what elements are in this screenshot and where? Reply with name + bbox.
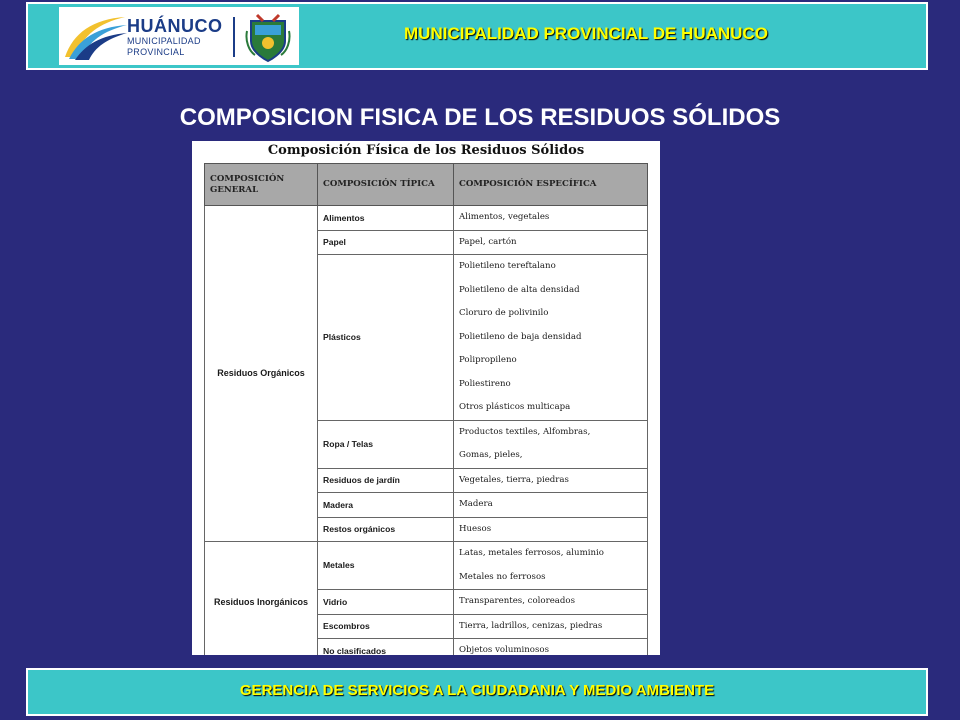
header-bar xyxy=(26,2,928,70)
specific-composition-cell xyxy=(454,542,648,590)
specific-item: Madera xyxy=(459,499,493,509)
specific-item: Polietileno de alta densidad xyxy=(459,284,580,295)
typical-composition-cell: Ropa / Telas xyxy=(318,420,454,468)
specific-item: Polietileno tereftalano xyxy=(459,261,556,271)
footer-bar xyxy=(26,668,928,716)
header-title: MUNICIPALIDAD PROVINCIAL DE HUANUCO xyxy=(404,24,768,43)
table-row xyxy=(205,542,648,590)
specific-item: Otros plásticos multicapa xyxy=(459,402,571,412)
specific-composition-cell xyxy=(454,468,648,493)
logo-text xyxy=(127,17,223,57)
specific-composition-cell xyxy=(454,230,648,255)
typical-composition-cell: Vidrio xyxy=(318,590,454,615)
typical-composition-cell: Papel xyxy=(318,230,454,255)
specific-item: Productos textiles, Alfombras, xyxy=(459,426,591,437)
table-row xyxy=(205,206,648,231)
header-typical: COMPOSICIÓN TÍPICA xyxy=(318,164,454,206)
specific-item: Gomas, pieles, xyxy=(459,450,523,460)
specific-composition-cell xyxy=(454,206,648,231)
specific-item: Tierra, ladrillos, cenizas, piedras xyxy=(459,620,603,631)
specific-item: Objetos voluminosos xyxy=(459,645,549,655)
specific-item: Polietileno de baja densidad xyxy=(459,331,582,342)
logo-line2: PROVINCIAL xyxy=(127,47,185,57)
typical-composition-cell: Escombros xyxy=(318,614,454,639)
specific-composition-cell xyxy=(454,517,648,542)
typical-composition-cell: No clasificados xyxy=(318,639,454,656)
slide-title: COMPOSICION FISICA DE LOS RESIDUOS SÓLIDOS xyxy=(179,104,781,131)
typical-composition-cell: Restos orgánicos xyxy=(318,517,454,542)
typical-composition-cell: Madera xyxy=(318,493,454,518)
specific-item: Huesos xyxy=(459,523,492,534)
specific-composition-cell xyxy=(454,614,648,639)
municipality-logo xyxy=(59,7,299,65)
specific-item: Vegetales, tierra, piedras xyxy=(459,474,569,485)
typical-composition-cell: Alimentos xyxy=(318,206,454,231)
table-caption: Composición Física de los Residuos Sólidos xyxy=(267,143,585,158)
logo-divider xyxy=(233,17,235,57)
specific-item: Papel, cartón xyxy=(459,236,517,247)
specific-item: Cloruro de polivinilo xyxy=(459,308,549,318)
logo-line1: MUNICIPALIDAD xyxy=(127,36,201,46)
specific-item: Transparentes, coloreados xyxy=(459,596,575,606)
typical-composition-cell: Metales xyxy=(318,542,454,590)
table-header-row xyxy=(205,164,648,206)
specific-item: Metales no ferrosos xyxy=(459,571,546,582)
specific-composition-cell xyxy=(454,255,648,421)
specific-composition-cell xyxy=(454,590,648,615)
table-body xyxy=(205,206,648,656)
swoosh-logo-icon xyxy=(63,13,129,61)
general-composition-cell: Residuos Orgánicos xyxy=(205,206,318,542)
specific-composition-cell xyxy=(454,420,648,468)
specific-item: Polipropileno xyxy=(459,355,517,365)
composition-table-image xyxy=(192,141,660,655)
logo-name: HUÁNUCO xyxy=(127,16,223,36)
general-composition-cell: Residuos Inorgánicos xyxy=(205,542,318,656)
specific-composition-cell xyxy=(454,493,648,518)
typical-composition-cell: Residuos de jardín xyxy=(318,468,454,493)
header-general: COMPOSICIÓN GENERAL xyxy=(205,164,318,206)
specific-item: Poliestireno xyxy=(459,378,511,389)
typical-composition-cell: Plásticos xyxy=(318,255,454,421)
header-specific: COMPOSICIÓN ESPECÍFICA xyxy=(454,164,648,206)
specific-composition-cell xyxy=(454,639,648,656)
footer-title: GERENCIA DE SERVICIOS A LA CIUDADANIA Y MEDIO AMBIENTE xyxy=(239,682,715,699)
specific-item: Latas, metales ferrosos, aluminio xyxy=(459,548,604,558)
composition-table xyxy=(204,163,648,655)
coat-of-arms-icon xyxy=(243,11,293,63)
specific-item: Alimentos, vegetales xyxy=(459,212,550,222)
